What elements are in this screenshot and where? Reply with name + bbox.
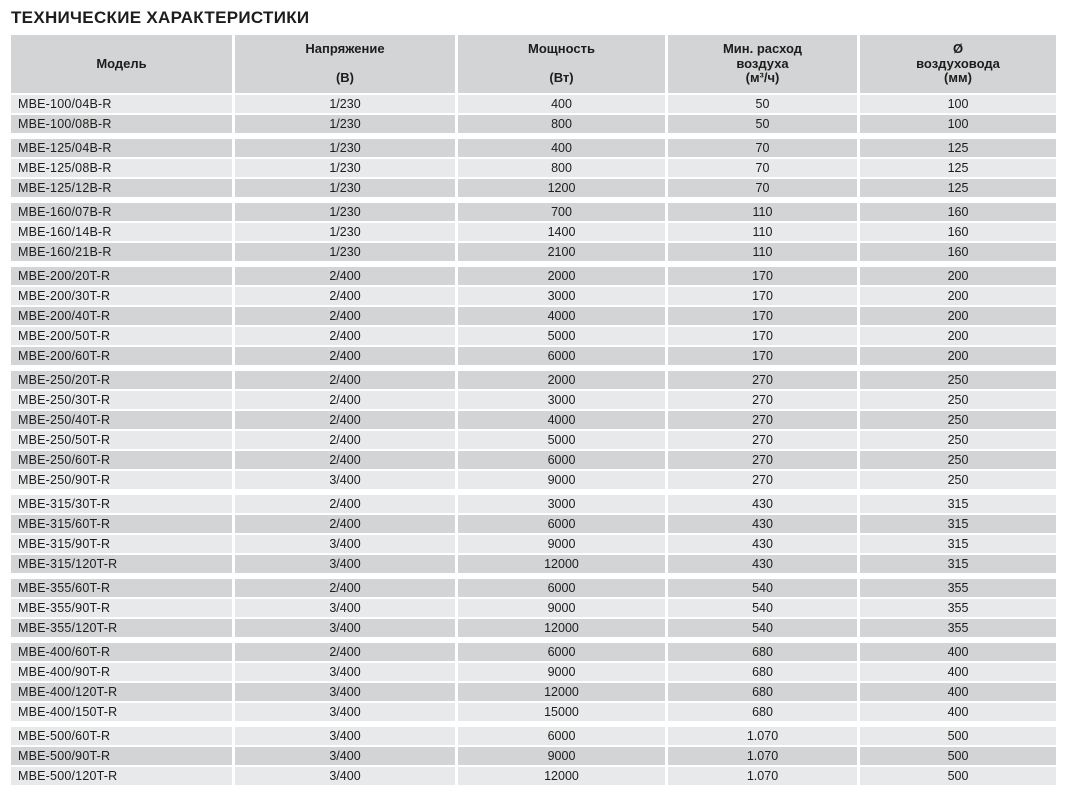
cell-voltage: 3/400 bbox=[235, 555, 455, 573]
cell-model: MBE-400/90T-R bbox=[11, 663, 232, 681]
cell-model: MBE-160/21B-R bbox=[11, 243, 232, 261]
table-row bbox=[11, 683, 1056, 701]
cell-diameter: 315 bbox=[860, 515, 1056, 533]
cell-voltage: 2/400 bbox=[235, 307, 455, 325]
cell-voltage: 1/230 bbox=[235, 159, 455, 177]
cell-model: MBE-250/30T-R bbox=[11, 391, 232, 409]
header-airflow-unit: (м³/ч) bbox=[745, 70, 780, 85]
cell-diameter: 250 bbox=[860, 371, 1056, 389]
table-body bbox=[11, 95, 1056, 785]
cell-power: 9000 bbox=[458, 471, 665, 489]
table-row bbox=[11, 495, 1056, 513]
row-group bbox=[11, 579, 1056, 637]
cell-diameter: 200 bbox=[860, 267, 1056, 285]
cell-power: 400 bbox=[458, 95, 665, 113]
table-row bbox=[11, 115, 1056, 133]
cell-voltage: 1/230 bbox=[235, 179, 455, 197]
header-voltage-unit: (В) bbox=[335, 70, 355, 85]
cell-power: 9000 bbox=[458, 747, 665, 765]
cell-voltage: 2/400 bbox=[235, 347, 455, 365]
cell-diameter: 250 bbox=[860, 431, 1056, 449]
cell-power: 6000 bbox=[458, 579, 665, 597]
cell-airflow: 430 bbox=[668, 495, 857, 513]
cell-power: 700 bbox=[458, 203, 665, 221]
cell-power: 800 bbox=[458, 115, 665, 133]
cell-power: 12000 bbox=[458, 683, 665, 701]
cell-airflow: 680 bbox=[668, 663, 857, 681]
cell-voltage: 3/400 bbox=[235, 599, 455, 617]
table-row bbox=[11, 767, 1056, 785]
cell-airflow: 170 bbox=[668, 267, 857, 285]
table-row bbox=[11, 179, 1056, 197]
header-cell-voltage bbox=[235, 35, 455, 93]
cell-model: MBE-100/08B-R bbox=[11, 115, 232, 133]
cell-diameter: 200 bbox=[860, 347, 1056, 365]
cell-model: MBE-200/60T-R bbox=[11, 347, 232, 365]
cell-airflow: 50 bbox=[668, 95, 857, 113]
cell-airflow: 1.070 bbox=[668, 767, 857, 785]
header-power-unit: (Вт) bbox=[549, 70, 574, 85]
cell-airflow: 270 bbox=[668, 371, 857, 389]
cell-model: MBE-355/90T-R bbox=[11, 599, 232, 617]
cell-airflow: 540 bbox=[668, 599, 857, 617]
cell-power: 9000 bbox=[458, 535, 665, 553]
cell-diameter: 250 bbox=[860, 471, 1056, 489]
cell-diameter: 160 bbox=[860, 203, 1056, 221]
table-row bbox=[11, 471, 1056, 489]
table-row bbox=[11, 371, 1056, 389]
row-group bbox=[11, 727, 1056, 785]
cell-power: 6000 bbox=[458, 727, 665, 745]
cell-model: MBE-125/12B-R bbox=[11, 179, 232, 197]
cell-airflow: 110 bbox=[668, 223, 857, 241]
table-row bbox=[11, 515, 1056, 533]
cell-power: 1400 bbox=[458, 223, 665, 241]
header-cell-model bbox=[11, 35, 232, 93]
table-row bbox=[11, 663, 1056, 681]
cell-airflow: 430 bbox=[668, 535, 857, 553]
cell-power: 2100 bbox=[458, 243, 665, 261]
spec-table bbox=[11, 35, 1056, 785]
cell-diameter: 355 bbox=[860, 619, 1056, 637]
cell-model: MBE-250/40T-R bbox=[11, 411, 232, 429]
cell-airflow: 270 bbox=[668, 471, 857, 489]
cell-airflow: 680 bbox=[668, 683, 857, 701]
cell-voltage: 3/400 bbox=[235, 703, 455, 721]
cell-model: MBE-200/50T-R bbox=[11, 327, 232, 345]
cell-airflow: 50 bbox=[668, 115, 857, 133]
table-row bbox=[11, 307, 1056, 325]
table-row bbox=[11, 223, 1056, 241]
cell-diameter: 160 bbox=[860, 223, 1056, 241]
table-row bbox=[11, 95, 1056, 113]
cell-power: 6000 bbox=[458, 347, 665, 365]
cell-power: 400 bbox=[458, 139, 665, 157]
cell-power: 4000 bbox=[458, 411, 665, 429]
cell-model: MBE-160/14B-R bbox=[11, 223, 232, 241]
cell-voltage: 2/400 bbox=[235, 515, 455, 533]
cell-diameter: 125 bbox=[860, 179, 1056, 197]
cell-power: 15000 bbox=[458, 703, 665, 721]
cell-diameter: 400 bbox=[860, 703, 1056, 721]
row-group bbox=[11, 371, 1056, 489]
header-airflow-label-1: Мин. расход bbox=[722, 41, 803, 56]
row-group bbox=[11, 203, 1056, 261]
cell-airflow: 540 bbox=[668, 579, 857, 597]
cell-diameter: 500 bbox=[860, 727, 1056, 745]
cell-model: MBE-200/30T-R bbox=[11, 287, 232, 305]
cell-model: MBE-250/50T-R bbox=[11, 431, 232, 449]
cell-power: 9000 bbox=[458, 663, 665, 681]
cell-diameter: 315 bbox=[860, 535, 1056, 553]
cell-diameter: 250 bbox=[860, 411, 1056, 429]
cell-power: 3000 bbox=[458, 391, 665, 409]
cell-power: 6000 bbox=[458, 643, 665, 661]
cell-power: 12000 bbox=[458, 767, 665, 785]
header-diameter-label: воздуховода bbox=[916, 55, 1000, 71]
cell-diameter: 500 bbox=[860, 767, 1056, 785]
cell-voltage: 3/400 bbox=[235, 619, 455, 637]
cell-power: 800 bbox=[458, 159, 665, 177]
table-row bbox=[11, 599, 1056, 617]
cell-diameter: 200 bbox=[860, 307, 1056, 325]
cell-diameter: 500 bbox=[860, 747, 1056, 765]
cell-diameter: 200 bbox=[860, 287, 1056, 305]
cell-voltage: 2/400 bbox=[235, 391, 455, 409]
cell-model: MBE-160/07B-R bbox=[11, 203, 232, 221]
cell-diameter: 400 bbox=[860, 663, 1056, 681]
cell-airflow: 270 bbox=[668, 451, 857, 469]
cell-diameter: 400 bbox=[860, 643, 1056, 661]
table-row bbox=[11, 579, 1056, 597]
table-header bbox=[11, 35, 1056, 93]
cell-voltage: 2/400 bbox=[235, 579, 455, 597]
table-row bbox=[11, 287, 1056, 305]
table-row bbox=[11, 243, 1056, 261]
cell-voltage: 3/400 bbox=[235, 683, 455, 701]
cell-diameter: 125 bbox=[860, 139, 1056, 157]
cell-power: 12000 bbox=[458, 619, 665, 637]
table-row bbox=[11, 391, 1056, 409]
cell-power: 2000 bbox=[458, 267, 665, 285]
cell-airflow: 70 bbox=[668, 179, 857, 197]
cell-diameter: 315 bbox=[860, 495, 1056, 513]
cell-airflow: 680 bbox=[668, 703, 857, 721]
cell-voltage: 3/400 bbox=[235, 663, 455, 681]
header-cell-diameter bbox=[860, 35, 1056, 93]
cell-voltage: 2/400 bbox=[235, 327, 455, 345]
table-row bbox=[11, 327, 1056, 345]
cell-airflow: 680 bbox=[668, 643, 857, 661]
cell-power: 1200 bbox=[458, 179, 665, 197]
cell-diameter: 125 bbox=[860, 159, 1056, 177]
cell-model: MBE-500/120T-R bbox=[11, 767, 232, 785]
cell-voltage: 2/400 bbox=[235, 643, 455, 661]
table-row bbox=[11, 747, 1056, 765]
cell-model: MBE-100/04B-R bbox=[11, 95, 232, 113]
cell-power: 3000 bbox=[458, 287, 665, 305]
table-row bbox=[11, 431, 1056, 449]
cell-diameter: 200 bbox=[860, 327, 1056, 345]
cell-model: MBE-315/90T-R bbox=[11, 535, 232, 553]
cell-voltage: 2/400 bbox=[235, 451, 455, 469]
cell-voltage: 3/400 bbox=[235, 727, 455, 745]
cell-voltage: 1/230 bbox=[235, 223, 455, 241]
cell-model: MBE-250/90T-R bbox=[11, 471, 232, 489]
cell-airflow: 70 bbox=[668, 139, 857, 157]
cell-voltage: 2/400 bbox=[235, 431, 455, 449]
cell-diameter: 355 bbox=[860, 599, 1056, 617]
cell-power: 5000 bbox=[458, 431, 665, 449]
cell-voltage: 1/230 bbox=[235, 243, 455, 261]
cell-model: MBE-355/60T-R bbox=[11, 579, 232, 597]
cell-airflow: 170 bbox=[668, 287, 857, 305]
cell-diameter: 160 bbox=[860, 243, 1056, 261]
cell-voltage: 3/400 bbox=[235, 767, 455, 785]
header-model-label: Модель bbox=[96, 56, 147, 71]
table-row bbox=[11, 619, 1056, 637]
cell-model: MBE-500/90T-R bbox=[11, 747, 232, 765]
cell-airflow: 1.070 bbox=[668, 727, 857, 745]
cell-voltage: 2/400 bbox=[235, 371, 455, 389]
cell-airflow: 270 bbox=[668, 431, 857, 449]
header-voltage-label: Напряжение bbox=[305, 41, 385, 56]
cell-voltage: 2/400 bbox=[235, 411, 455, 429]
cell-model: MBE-125/04B-R bbox=[11, 139, 232, 157]
cell-diameter: 355 bbox=[860, 579, 1056, 597]
row-group bbox=[11, 495, 1056, 573]
cell-model: MBE-400/120T-R bbox=[11, 683, 232, 701]
cell-power: 6000 bbox=[458, 515, 665, 533]
cell-model: MBE-500/60T-R bbox=[11, 727, 232, 745]
cell-model: MBE-400/60T-R bbox=[11, 643, 232, 661]
cell-airflow: 430 bbox=[668, 555, 857, 573]
cell-airflow: 170 bbox=[668, 347, 857, 365]
cell-airflow: 270 bbox=[668, 411, 857, 429]
cell-airflow: 170 bbox=[668, 307, 857, 325]
table-row bbox=[11, 535, 1056, 553]
cell-power: 3000 bbox=[458, 495, 665, 513]
cell-model: MBE-400/150T-R bbox=[11, 703, 232, 721]
cell-airflow: 540 bbox=[668, 619, 857, 637]
cell-voltage: 2/400 bbox=[235, 267, 455, 285]
cell-voltage: 3/400 bbox=[235, 535, 455, 553]
cell-voltage: 1/230 bbox=[235, 95, 455, 113]
table-row bbox=[11, 555, 1056, 573]
cell-voltage: 1/230 bbox=[235, 203, 455, 221]
table-row bbox=[11, 203, 1056, 221]
cell-voltage: 3/400 bbox=[235, 471, 455, 489]
cell-diameter: 100 bbox=[860, 115, 1056, 133]
cell-airflow: 1.070 bbox=[668, 747, 857, 765]
table-row bbox=[11, 703, 1056, 721]
row-group bbox=[11, 643, 1056, 721]
cell-voltage: 3/400 bbox=[235, 747, 455, 765]
table-row bbox=[11, 159, 1056, 177]
cell-voltage: 1/230 bbox=[235, 115, 455, 133]
cell-diameter: 100 bbox=[860, 95, 1056, 113]
cell-power: 12000 bbox=[458, 555, 665, 573]
cell-power: 5000 bbox=[458, 327, 665, 345]
row-group bbox=[11, 139, 1056, 197]
header-diameter-icon: Ø bbox=[952, 41, 964, 56]
cell-power: 4000 bbox=[458, 307, 665, 325]
table-row bbox=[11, 643, 1056, 661]
cell-power: 6000 bbox=[458, 451, 665, 469]
table-row bbox=[11, 347, 1056, 365]
table-row bbox=[11, 267, 1056, 285]
cell-voltage: 2/400 bbox=[235, 287, 455, 305]
cell-model: MBE-200/20T-R bbox=[11, 267, 232, 285]
cell-model: MBE-125/08B-R bbox=[11, 159, 232, 177]
cell-power: 9000 bbox=[458, 599, 665, 617]
header-cell-airflow bbox=[668, 35, 857, 93]
cell-diameter: 400 bbox=[860, 683, 1056, 701]
cell-airflow: 70 bbox=[668, 159, 857, 177]
cell-model: MBE-200/40T-R bbox=[11, 307, 232, 325]
cell-power: 2000 bbox=[458, 371, 665, 389]
cell-diameter: 250 bbox=[860, 451, 1056, 469]
header-cell-power bbox=[458, 35, 665, 93]
cell-model: MBE-315/120T-R bbox=[11, 555, 232, 573]
cell-airflow: 170 bbox=[668, 327, 857, 345]
cell-model: MBE-315/30T-R bbox=[11, 495, 232, 513]
cell-model: MBE-250/20T-R bbox=[11, 371, 232, 389]
page-title: ТЕХНИЧЕСКИЕ ХАРАКТЕРИСТИКИ bbox=[11, 8, 310, 27]
header-airflow-label-2: воздуха bbox=[736, 55, 789, 71]
cell-airflow: 110 bbox=[668, 203, 857, 221]
table-row bbox=[11, 727, 1056, 745]
row-group bbox=[11, 267, 1056, 365]
table-row bbox=[11, 451, 1056, 469]
cell-model: MBE-355/120T-R bbox=[11, 619, 232, 637]
cell-model: MBE-250/60T-R bbox=[11, 451, 232, 469]
table-row bbox=[11, 139, 1056, 157]
header-power-label: Мощность bbox=[528, 41, 595, 56]
table-row bbox=[11, 411, 1056, 429]
cell-airflow: 270 bbox=[668, 391, 857, 409]
cell-diameter: 250 bbox=[860, 391, 1056, 409]
cell-model: MBE-315/60T-R bbox=[11, 515, 232, 533]
cell-airflow: 430 bbox=[668, 515, 857, 533]
cell-airflow: 110 bbox=[668, 243, 857, 261]
cell-voltage: 1/230 bbox=[235, 139, 455, 157]
header-diameter-unit: (мм) bbox=[944, 70, 972, 85]
cell-diameter: 315 bbox=[860, 555, 1056, 573]
cell-voltage: 2/400 bbox=[235, 495, 455, 513]
row-group bbox=[11, 95, 1056, 133]
